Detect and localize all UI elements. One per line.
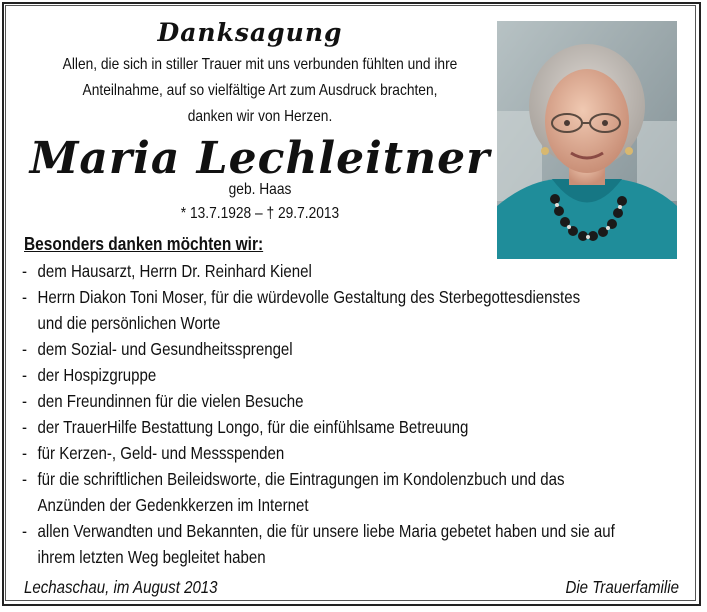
footer-place-date: Lechaschau, im August 2013 [24, 577, 218, 597]
intro-line: danken wir von Herzen. [187, 108, 333, 125]
list-item: - allen Verwandten und Bekannten, die für unsere liebe Maria gebetet haben und sie auf ihrem letzten Weg begleitet haben [22, 521, 615, 567]
heading-danksagung: Danksagung [157, 18, 343, 47]
list-item: - der Hospizgruppe [22, 365, 157, 385]
list-item: - den Freundinnen für die vielen Besuche [22, 391, 304, 411]
list-item: - dem Sozial- und Gesundheitssprengel [22, 339, 293, 359]
life-dates: * 13.7.1928 – † 29.7.2013 [180, 205, 340, 222]
footer-signature: Die Trauerfamilie [565, 577, 679, 597]
birth-name: geb. Haas [228, 181, 292, 198]
portrait-illustration [497, 21, 677, 259]
list-item: - für die schriftlichen Beileidsworte, die Eintragungen im Kondolenzbuch und das Anzünden der Gedenkkerzen im Internet [22, 469, 565, 515]
list-item: - dem Hausarzt, Herrn Dr. Reinhard Kienel [22, 261, 312, 281]
thanks-title: Besonders danken möchten wir: [24, 234, 264, 254]
list-item: - der TrauerHilfe Bestattung Longo, für die einfühlsame Betreuung [22, 417, 469, 437]
intro-line: Allen, die sich in stiller Trauer mit uns verbunden fühlten und ihre [62, 56, 458, 73]
portrait-photo [497, 21, 677, 259]
thanks-list [22, 258, 624, 570]
intro-text [54, 52, 467, 130]
list-item: - Herrn Diakon Toni Moser, für die würdevolle Gestaltung des Sterbegottesdienstes und die persönlichen Worte [22, 287, 581, 333]
list-item: - für Kerzen-, Geld- und Messspenden [22, 443, 285, 463]
intro-line: Anteilnahme, auf so vielfältige Art zum Ausdruck brachten, [82, 82, 438, 99]
deceased-name: Maria Lechleitner [29, 133, 491, 184]
